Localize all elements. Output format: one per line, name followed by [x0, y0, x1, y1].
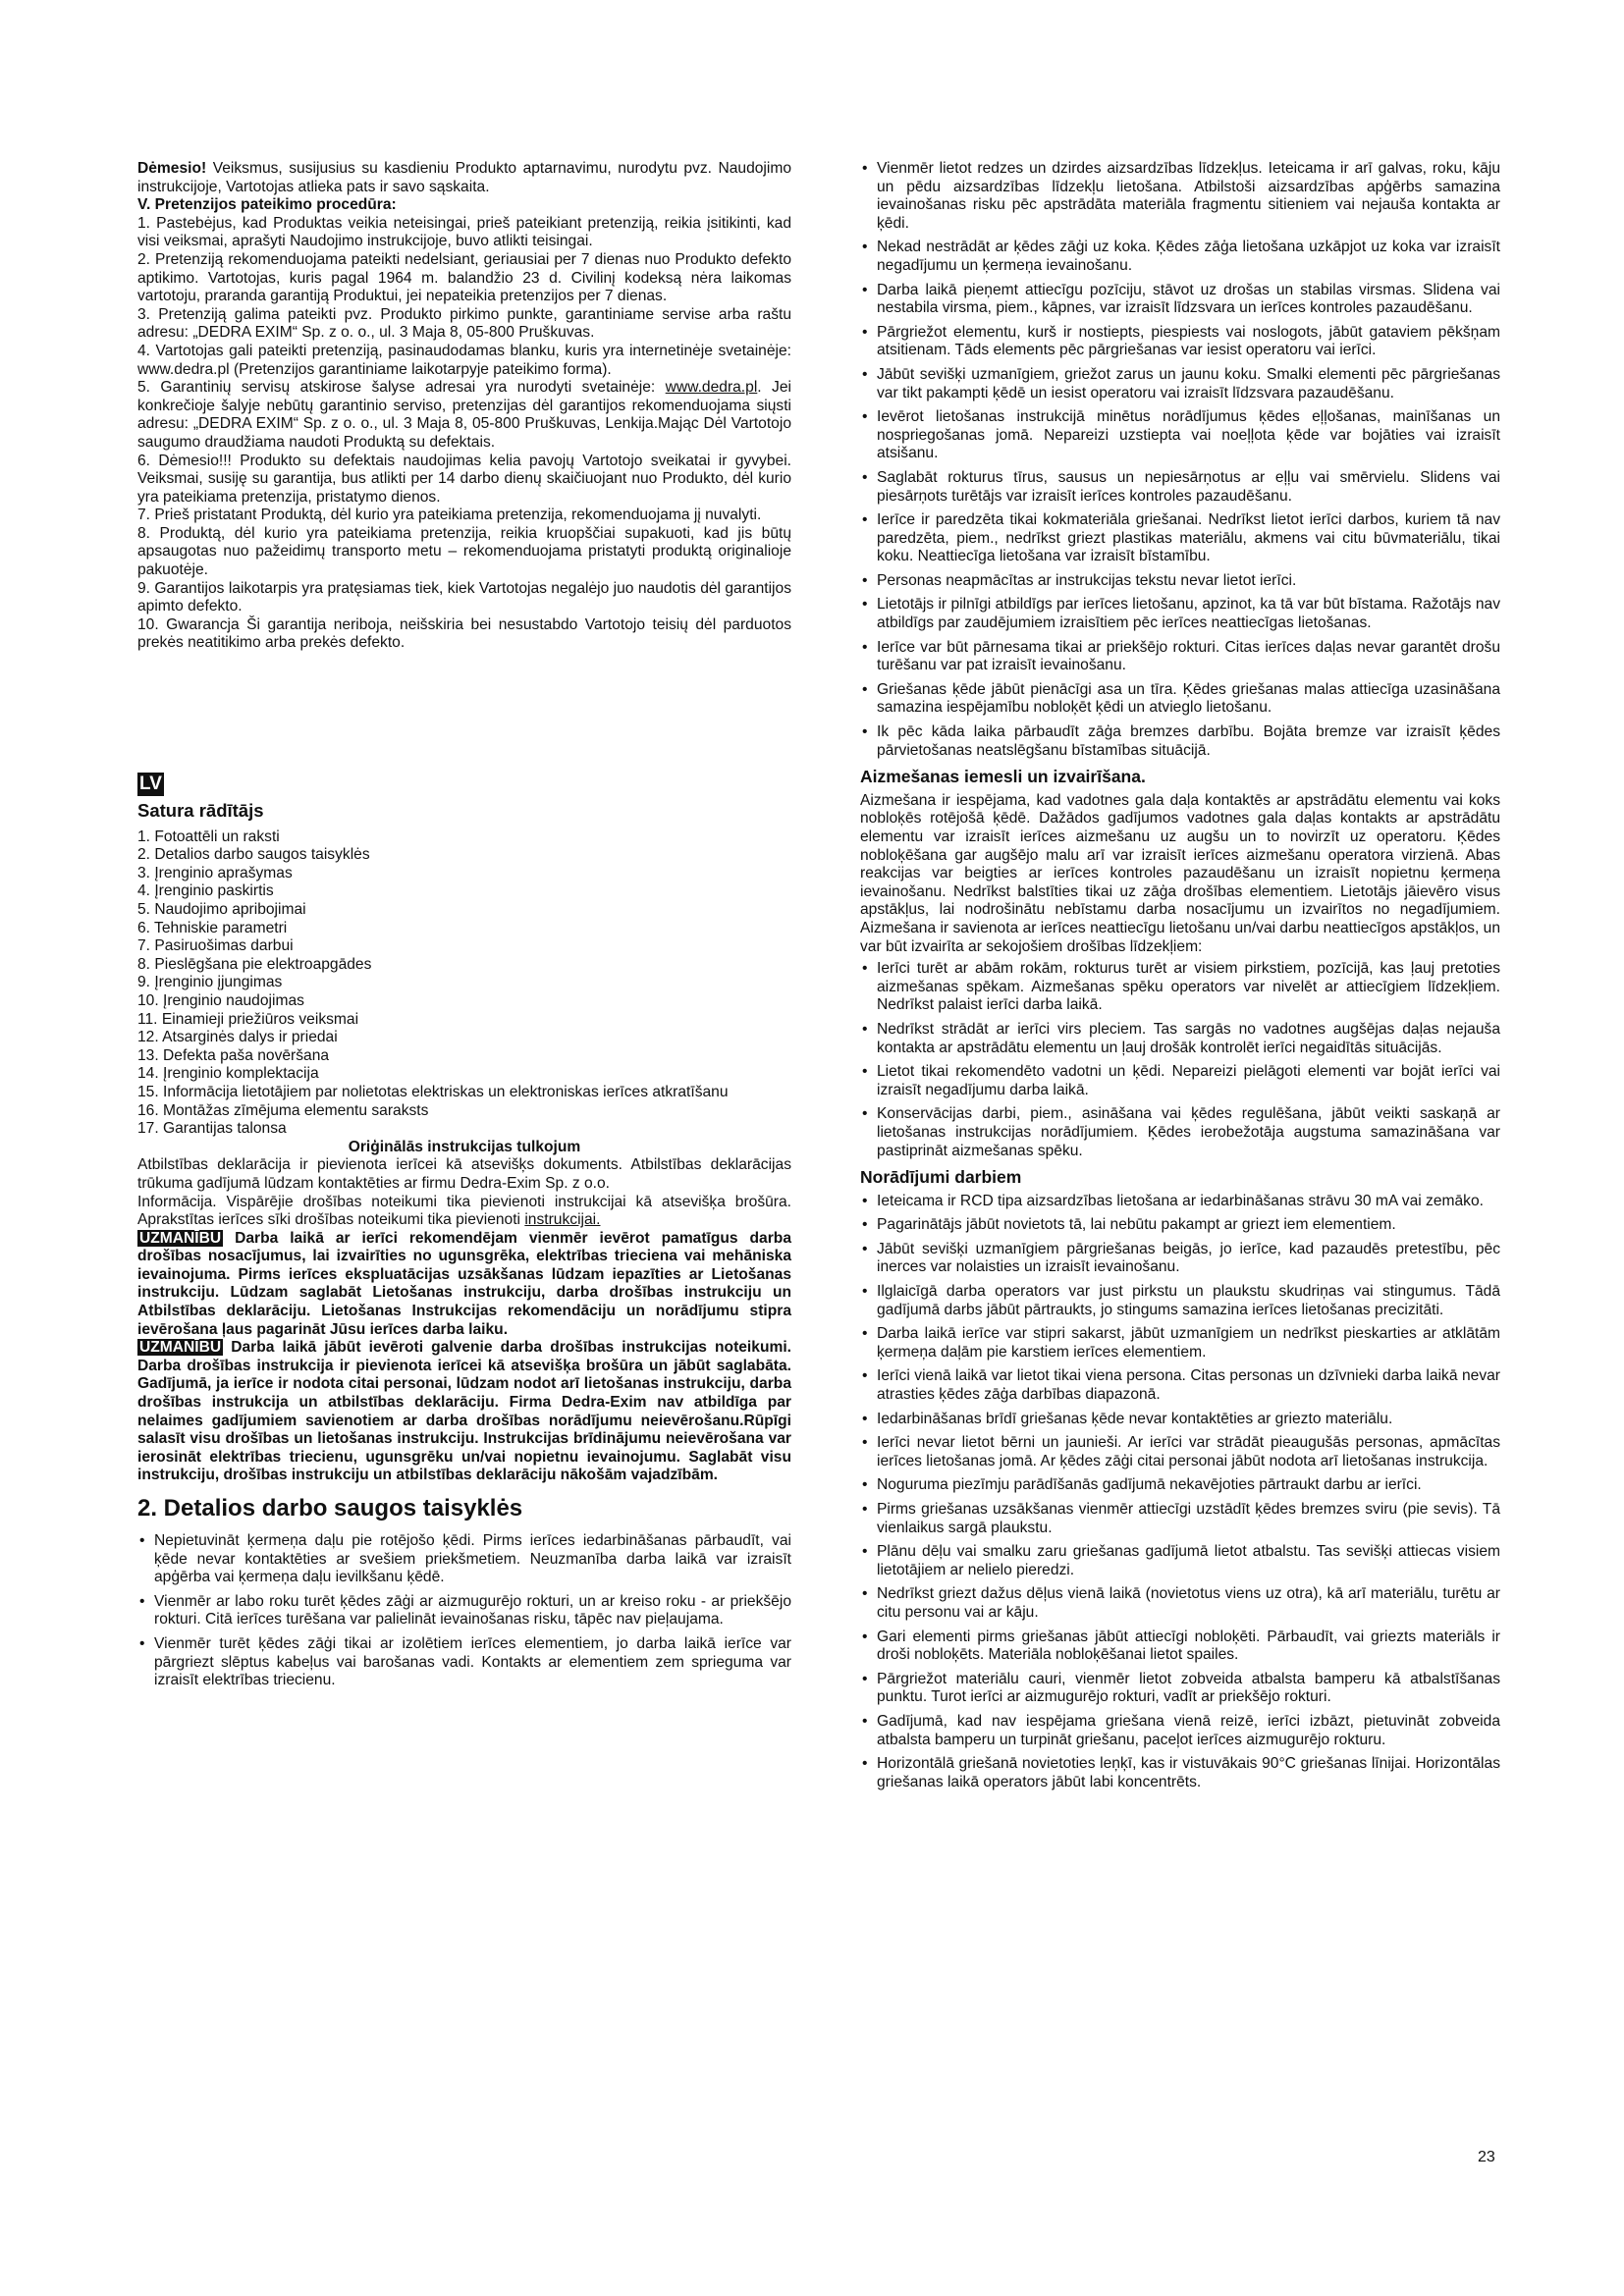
claim-item: 2. Pretenziją rekomenduojama pateikti nedelsiant, geriausiai per 7 dienas nuo Produkto defekto aptikimo. Vartotojas, kuris pagal 1964 m. balandžio 23 d. Civilinį kodeksą nėra laikomas vartotoju, praranda garantiją Produktui, jei nepateikia pretenzijos per 7 dienas.: [137, 250, 791, 305]
claims-heading: V. Pretenzijos pateikimo procedūra:: [137, 196, 397, 214]
bullet-item: • Jābūt sevišķi uzmanīgiem pārgriešanas beigās, jo ierīce, kad pazaudēs pretestību, pēc inerces var nolaisties un izraisīt ievainošanu.: [860, 1241, 1500, 1277]
toc-item[interactable]: 3. Įrenginio aprašymas: [137, 864, 293, 881]
toc-item[interactable]: 4. Įrenginio paskirtis: [137, 882, 274, 900]
bullet-item: • Horizontālā griešanā novietoties leņķī, kas ir vistuvākais 90°C griešanas līnijai. Horizontālas griešanas laikā operators jābūt labi koncentrēts.: [860, 1755, 1500, 1791]
toc-item[interactable]: 16. Montāžas zīmējuma elementu saraksts: [137, 1101, 429, 1119]
warning-text: Darba laikā jābūt ievēroti galvenie darba drošības instrukcijas noteikumi. Darba drošības instrukcija ir pievienota ierīcei kā atsevišķa brošūra un jābūt saglabāta. Gadījumā, ja ierīce ir nodota citai personai, lūdzam nodot arī lietošanas instrukciju, darba drošības instrukcija un atbilstības deklarāciju. Firma Dedra-Exim nav atbildīga par nelaimes gadījumiem savienotiem ar darba drošības norādījumu neievērošanu.Rūpīgi salasīt visu drošības un lietošanas instrukciju. Instrukcijas brīdinājumu neievērošana var ierosināt elektrības triecienu, ugunsgrēku un/vai nopietnu ievainojumu. Saglabāt visu instrukciju, drošības instrukciju un atbilstības deklarāciju nākošām vajadzībām.: [137, 1339, 791, 1484]
dedra-link[interactable]: www.dedra.pl: [665, 379, 758, 397]
warning-tag: UZMANĪBU: [139, 1339, 222, 1357]
toc-item[interactable]: 5. Naudojimo apribojimai: [137, 901, 306, 918]
toc-heading: Satura rādītājs: [137, 800, 264, 822]
toc-list: [137, 828, 791, 1139]
bullet-item: • Darba laikā pieņemt attiecīgu pozīciju, stāvot uz drošas un stabilas virsmas. Slidena vai nestabila virsma, piem., kāpnes, var izraisīt līdzsvara un ierīces kontroles pazaudēšanu.: [860, 282, 1500, 318]
toc-item[interactable]: 1. Fotoattēli un raksti: [137, 828, 280, 845]
claim-item: 4. Vartotojas gali pateikti pretenziją, pasinaudodamas blanku, kuris yra internetinėje svetainėje: www.dedra.pl (Pretenzijos garantiniame laikotarpyje pateikimo forma).: [137, 342, 791, 378]
bullet-item: • Noguruma piezīmju parādīšanās gadījumā nekavējoties pārtraukt darbu ar ierīci.: [860, 1476, 1500, 1495]
safety-bullets-continued: [860, 160, 1500, 760]
bullet-item: • Vienmēr turēt ķēdes zāģi tikai ar izolētiem ierīces elementiem, jo darba laikā ierīce var pārgriezt slēptus kabeļus vai barošanas vadi. Kontakts ar elementiem zem sprieguma var izraisīt elektrības triecienu.: [137, 1635, 791, 1690]
bullet-item: • Iedarbināšanas brīdī griešanas ķēde nevar kontaktēties ar griezto materiālu.: [860, 1411, 1500, 1429]
bullet-item: • Ievērot lietošanas instrukcijā minētus norādījumus ķēdes eļļošanas, mainīšanas un nospriegošanas jomā. Nepareizi uzstiepta vai noeļļota ķēde var bojāties vai izraisīt atsišanu.: [860, 408, 1500, 463]
claim-item: 1. Pastebėjus, kad Produktas veikia neteisingai, prieš pateikiant pretenziją, reikia įsitikinti, kad visi veiksmai, aprašyti Naudojimo instrukcijoje, buvo atlikti teisingai.: [137, 214, 791, 250]
info-paragraph: [137, 1194, 791, 1230]
intro-bold: Dėmesio!: [137, 160, 207, 177]
bullet-item: • Vienmēr ar labo roku turēt ķēdes zāģi ar aizmugurējo rokturi, un ar kreiso roku - ar priekšējo rokturi. Citā ierīces turēšana var palielināt ievainošanas risku, tāpēc nav pieļaujama.: [137, 1593, 791, 1629]
claim-item: 7. Prieš pristatant Produktą, dėl kurio yra pateikiama pretenzija, rekomenduojama jį nuvalyti.: [137, 507, 762, 524]
original-instructions-title: Oriģinālās instrukcijas tulkojum: [348, 1138, 581, 1155]
bullet-item: • Plānu dēļu vai smalku zaru griešanas gadījumā lietot atbalstu. Tas sevišķi attiecas visiem lietotājiem ar nelielo pieredzi.: [860, 1543, 1500, 1579]
kickback-bullets: [860, 960, 1500, 1160]
bullet-item: • Lietot tikai rekomendēto vadotni un ķēdi. Nepareizi pielāgoti elementi var bojāt ierīci vai izraisīt negadījumu darba laikā.: [860, 1063, 1500, 1099]
bullet-item: • Pārgriežot elementu, kurš ir nostiepts, piespiests vai noslogots, jābūt gataviem pēkšņam atsitienam. Tāds elements pēc pārgriešanas var iesist operatoru vai ierīci.: [860, 324, 1500, 360]
section-2-heading: 2. Detalios darbo saugos taisyklės: [137, 1495, 523, 1522]
claim-item-5: [137, 379, 791, 452]
claim-item: 9. Garantijos laikotarpis yra pratęsiamas tiek, kiek Vartotojas negalėjo juo naudotis dėl garantijos apimto defekto.: [137, 579, 791, 615]
warning-tag: UZMANĪBU: [139, 1229, 222, 1247]
bullet-item: • Pirms griešanas uzsākšanas vienmēr attiecīgi uzstādīt ķēdes bremzes sviru (pie sevis). Tā vienlaikus sargā plaukstu.: [860, 1501, 1500, 1537]
bullet-item: • Ik pēc kāda laika pārbaudīt zāģa bremzes darbību. Bojāta bremze var izraisīt ķēdes pārvietošanas neatslēgšanu bīstamības situācijā.: [860, 723, 1500, 760]
work-bullets: [860, 1193, 1500, 1792]
bullet-item: • Ierīci nevar lietot bērni un jaunieši. Ar ierīci var strādāt pieaugušās personas, apmācītas ierīces lietošanas jomā. Ar ķēdes zāģi citai personai jābūt nodota arī lietošanas instrukcija.: [860, 1434, 1500, 1470]
bullet-item: • Pārgriežot materiālu cauri, vienmēr lietot zobveida atbalsta bamperu kā atbalstīšanas punktu. Turot ierīci ar aizmugurējo rokturi, vadīt ar priekšējo rokturi.: [860, 1671, 1500, 1707]
bullet-item: • Konservācijas darbi, piem., asināšana vai ķēdes regulēšana, jābūt veikti saskaņā ar lietošanas instrukcijas norādījumiem. Ķēdes ierobežotāja augstuma samazināšana var pastiprināt aizmešanas spēku.: [860, 1105, 1500, 1160]
declaration-text: Atbilstības deklarācija ir pievienota ierīcei kā atsevišķs dokuments. Atbilstības deklarācijas trūkuma gadījumā lūdzam kontaktēties ar firmu Dedra-Exim Sp. z o.o.: [137, 1156, 791, 1192]
language-badge: LV: [139, 774, 162, 795]
bullet-item: • Vienmēr lietot redzes un dzirdes aizsardzības līdzekļus. Ieteicama ir arī galvas, roku, kāju un pēdu aizsardzības līdzekļu lietošana. Atbilstoši aizsardzības apģērbs samazina ievainošanas risku pēc apstrādāta materiāla fragmentu sitieniem vai nejauša kontakta ar ķēdi.: [860, 160, 1500, 233]
toc-item[interactable]: 13. Defekta paša novēršana: [137, 1046, 330, 1064]
toc-item[interactable]: 6. Tehniskie parametri: [137, 919, 288, 936]
right-column: [860, 160, 1500, 1797]
toc-item[interactable]: 8. Pieslēgšana pie elektroapgādes: [137, 955, 372, 973]
bullet-item: • Nedrīkst griezt dažus dēļus vienā laikā (novietotus viens uz otra), kā arī materiālu, turētu ar citu personu vai ar kāju.: [860, 1585, 1500, 1622]
bullet-item: • Ierīci turēt ar abām rokām, rokturus turēt ar visiem pirkstiem, pozīcijā, kas ļauj pretoties aizmešanas spēkam. Aizmešanas spēku operators var nivelēt ar attiecīgiem līdzekļiem. Nedrīkst palaist ierīci darba laikā.: [860, 960, 1500, 1015]
bullet-item: • Ilglaicīgā darba operators var just pirkstu un plaukstu skudriņas vai stingumus. Tādā gadījumā darbs jābūt pārtraukts, jo stingums samazina ierīces lietošanas precizitāti.: [860, 1283, 1500, 1319]
bullet-item: • Jābūt sevišķi uzmanīgiem, griežot zarus un jaunu koku. Smalki elementi pēc pārgriešanas var tikt pakampti ķēdē un iesist operatoru vai izraisīt līdzsvara pazaudēšanu.: [860, 366, 1500, 402]
toc-item[interactable]: 15. Informācija lietotājiem par nolietotas elektriskas un elektroniskas ierīces atkratīšanu: [137, 1083, 729, 1100]
bullet-item: • Ierīci vienā laikā var lietot tikai viena persona. Citas personas un dzīvnieki darba laikā nevar atrasties ķēdes zāģa darbības diapazonā.: [860, 1367, 1500, 1404]
intro-text: Veiksmus, susijusius su kasdieniu Produkto aptarnavimu, nurodytu pvz. Naudojimo instrukcijoje, Vartotojas atlieka pats ir savo sąskaita.: [137, 160, 791, 195]
claim-item: 10. Gwarancja Ši garantija neriboja, neišskiria bei nesustabdo Vartotojo teisių dėl parduotos prekės neatitikimo arba prekės defekto.: [137, 615, 791, 652]
bullet-item: • Nedrīkst strādāt ar ierīci virs pleciem. Tas sargās no vadotnes augšējas daļas nejauša kontakta ar apstrādātu elementu un ļauj drošāk kontrolēt ierīci negaidītās situācijās.: [860, 1021, 1500, 1057]
intro-paragraph: [137, 160, 791, 196]
info-text: Informācija. Vispārējie drošības noteikumi tika pievienoti instrukcijai kā atsevišķa brošūra. Aprakstītas ierīces sīki drošības noteikumi tika pievienoti: [137, 1193, 791, 1229]
toc-item[interactable]: 17. Garantijas talonsa: [137, 1120, 287, 1138]
toc-item[interactable]: 9. Įrenginio įjungimas: [137, 974, 283, 991]
bullet-item: • Pagarinātājs jābūt novietots tā, lai nebūtu pakampt ar griezt iem elementiem.: [860, 1216, 1500, 1235]
info-link: instrukcijai.: [524, 1211, 601, 1229]
bullet-item: • Gadījumā, kad nav iespējama griešana vienā reizē, ierīci izbāzt, pietuvināt zobveida atbalsta bamperu un turpināt griešanu, paceļot ierīces aizmugurējo rokturu.: [860, 1713, 1500, 1749]
bullet-item: • Gari elementi pirms griešanas jābūt attiecīgi nobloķēti. Pārbaudīt, vai griezts materiāls ir droši nobloķēts. Materiāla nobloķēšanai lietot spailes.: [860, 1629, 1500, 1665]
claim-item: 3. Pretenziją galima pateikti pvz. Produkto pirkimo punkte, garantiniame servise arba raštu adresu: „DEDRA EXIM“ Sp. z o. o., ul. 3 Maja 8, 05-800 Pruškuvas.: [137, 305, 791, 342]
claim5-text-a: 5. Garantinių servisų atskirose šalyse adresai yra nurodyti svetainėje:: [137, 379, 666, 397]
spacer: [137, 653, 791, 769]
bullet-item: • Ierīce var būt pārnesama tikai ar priekšējo rokturi. Citas ierīces daļas nevar garantēt drošu turēšanu var pat izraisīt ievainošanu.: [860, 639, 1500, 675]
toc-item[interactable]: 10. Įrenginio naudojimas: [137, 991, 304, 1009]
bullet-item: • Griešanas ķēde jābūt pienācīgi asa un tīra. Ķēdes griešanas malas attiecīga uzasināšana samazina iespējamību nobloķēt ķēdi un atvieglo lietošanu.: [860, 681, 1500, 718]
toc-item[interactable]: 11. Einamieji priežiūros veiksmai: [137, 1010, 359, 1028]
bullet-item: • Lietotājs ir pilnīgi atbildīgs par ierīces lietošanu, apzinot, ka tā var būt bīstama. Ražotājs nav atbildīgs par zaudējumiem izraisītiem pēc ierīces neattiecīgas lietošanas.: [860, 596, 1500, 632]
warning-text: Darba laikā ar ierīci rekomendējam vienmēr ievērot pamatīgus darba drošības nosacījumus, lai izvairīties no ugunsgrēka, elektrības trieciena vai mehāniska ievainojuma. Pirms ierīces ekspluatācijas uzsākšanas lūdzam iepazīties ar Lietošanas instrukciju. Lūdzam saglabāt Lietošanas instrukciju, darba drošības instrukciju un Atbilstības deklarāciju. Lietošanas Instrukcijas rekomendāciju un norādījumu stipra ievērošana ļaus pagarināt Jūsu ierīces darba laiku.: [137, 1229, 791, 1338]
left-column: [137, 160, 791, 1696]
warning-paragraph: [137, 1230, 791, 1340]
bullet-item: • Nepietuvināt ķermeņa daļu pie rotējošo ķēdi. Pirms ierīces iedarbināšanas pārbaudīt, vai ķēde nevar kontaktēties ar svešiem priekšmetiem. Neuzmanība darba laikā var izraisīt apģērba vai ķermeņa daļu ievilkšanu ķēdē.: [137, 1532, 791, 1587]
bullet-item: • Personas neapmācītas ar instrukcijas tekstu nevar lietot ierīci.: [860, 572, 1500, 591]
bullet-item: • Darba laikā ierīce var stipri sakarst, jābūt uzmanīgiem un nedrīkst pieskarties ar atklātām ķermeņa daļām pie karstiem ierīces elementiem.: [860, 1325, 1500, 1362]
safety-bullets: [137, 1532, 791, 1690]
toc-item[interactable]: 7. Pasiruošimas darbui: [137, 937, 294, 955]
toc-item[interactable]: 12. Atsarginės dalys ir priedai: [137, 1029, 338, 1046]
toc-item[interactable]: 2. Detalios darbo saugos taisyklės: [137, 846, 370, 864]
kickback-heading: Aizmešanas iemesli un izvairīšana.: [860, 767, 1146, 787]
bullet-item: • Ieteicama ir RCD tipa aizsardzības lietošana ar iedarbināšanas strāvu 30 mA vai zemāko.: [860, 1193, 1500, 1211]
bullet-item: • Nekad nestrādāt ar ķēdes zāģi uz koka. Ķēdes zāģa lietošana uzkāpjot uz koka var izraisīt negadījumu un ķermeņa ievainošanu.: [860, 239, 1500, 275]
claim5-text-b: . Jei konkrečioje šalyje nebūtų garantinio serviso, pretenzijas dėl garantijos rekomenduojama siųsti adresu: „DEDRA EXIM“ Sp. z o. o., ul. 3 Maja 8, 05-800 Pruškuvas, Lenkija.Mając Dėl Vartotojo saugumo draudžiama naudoti Produktą su defektais.: [137, 379, 791, 451]
claim-item: 6. Dėmesio!!! Produkto su defektais naudojimas kelia pavojų Vartotojo sveikatai ir gyvybei. Veiksmai, susiję su garantija, bus atlikti per 14 darbo dienų skaičiuojant nuo Produkto, dėl kurio yra pateikiama pretenzija, pristatymo dienos.: [137, 452, 791, 506]
toc-item[interactable]: 14. Įrenginio komplektacija: [137, 1065, 319, 1083]
claim-item: 8. Produktą, dėl kurio yra pateikiama pretenzija, reikia kruopščiai supakuoti, kad jis būtų apsaugotas nuo pažeidimų transporto metu – rekomenduojama pristatyti produktą originalioje pakuotėje.: [137, 524, 791, 579]
warning-paragraph: [137, 1339, 791, 1485]
bullet-item: • Saglabāt rokturus tīrus, sausus un nepiesārņotus ar eļļu vai smērvielu. Slidens vai piesārņots turētājs var izraisīt ierīces kontroles pazaudēšanu.: [860, 469, 1500, 506]
bullet-item: • Ierīce ir paredzēta tikai kokmateriāla griešanai. Nedrīkst lietot ierīci darbos, kuriem tā nav paredzēta, piem., nedrīkst griezt plastikas materiālu, akmens vai citu būvmateriālu, tikai koku. Neattiecīga lietošana var izraisīt bīstamību.: [860, 511, 1500, 566]
work-instructions-heading: Norādījumi darbiem: [860, 1167, 1022, 1188]
page-number: 23: [1478, 2149, 1495, 2165]
kickback-paragraph: Aizmešana ir iespējama, kad vadotnes gala daļa kontaktēs ar apstrādātu elementu vai koks nobloķēs rotējošā ķēdē. Dažādos gadījumos vadotnes gala daļas kontakts ar apstrādātu elementu var izraisīt ierīces aizmešanu uz augšu un to novirzīt uz operatoru. Ķēdes nobloķēšana gar augšējo malu arī var izraisīt ierīces aizmešanu operatora virzienā. Abas reakcijas var beigties ar ierīces kontroles pazaudēšanu un izraisīt nopietnu ķermeņa ievainošanu. Nedrīkst balstīties tikai uz zāģa drošības elementiem. Lietotājs jāievēro visus apstākļus, lai nodrošinātu nebīstamu darba nosacījumu un izvairītos no negadījumiem. Aizmešana ir savienota ar ierīces neattiecīgu lietošanu un/vai darbu neattiecīgos apstākļos, un var būt izvairīta ar sekojošiem drošības līdzekļiem:: [860, 791, 1500, 955]
